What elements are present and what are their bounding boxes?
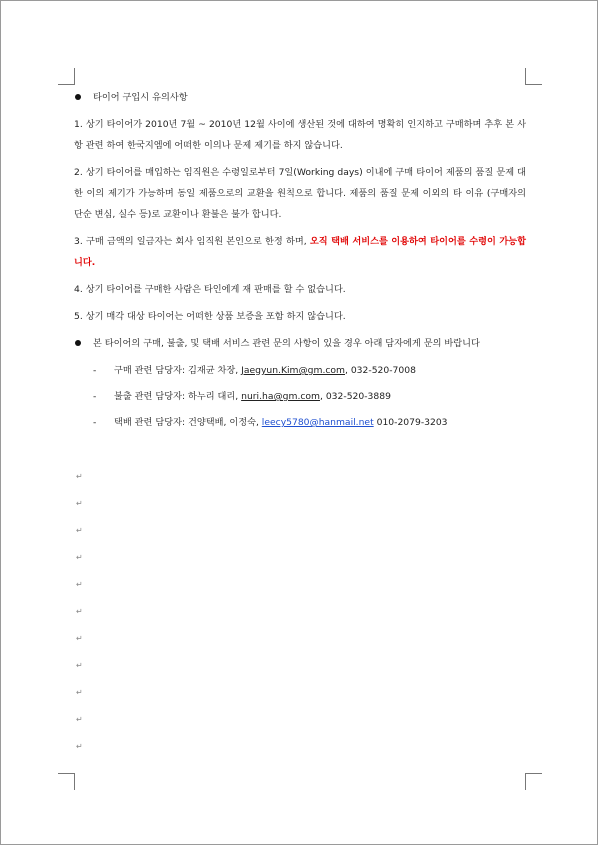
paragraph-mark-icon: ↵ [76,688,83,697]
item-4: 4. 상기 타이어를 구매한 사람은 타인에게 재 판매를 할 수 없습니다. [74,284,346,295]
item-1-text: 상기 타이어가 2010년 7월 ~ 2010년 12월 사이에 생산된 것에 대하여 명확히 인지하고 구매하며 추후 본 사항 관련 하여 한국지엠에 어떠한 이의나 문제 제기를 하지 않습니다. [74,119,526,151]
bullet-icon [75,340,81,346]
crop-mark-bottom-right [525,773,542,790]
paragraph-mark-icon: ↵ [76,580,83,589]
empty-paragraph-marks [76,472,83,769]
paragraph-mark-icon: ↵ [76,553,83,562]
paragraph-mark-icon: ↵ [76,607,83,616]
paragraph-mark-icon: ↵ [76,715,83,724]
heading-bullet [74,87,526,108]
paragraph-mark-icon: ↵ [76,499,83,508]
paragraph-mark-icon: ↵ [76,634,83,643]
heading-text: 타이어 구입시 유의사항 [93,92,188,103]
item-3: 3. 구매 금액의 일금자는 회사 임직원 본인으로 한정 하며, 오직 택배 서비스를 이용하여 타이어를 수령이 가능합니다. [74,236,527,268]
contact-release: - 불출 관련 담당자: 하누리 대리, nuri.ha@gm.com, 032-520-3889 [93,391,391,402]
notice-bullet [74,333,526,354]
item-2: 2. 상기 타이어를 매입하는 임직원은 수령일로부터 7일(Working days) 이내에 구매 타이어 제품의 품질 문제 대한 이의 제기가 가능하며 동일 제품으로의 교환을 원칙으로 합니다. 제품의 품질 문제 이외의 타 이유 (구매자의 단순 변심, 실수 등)로 교환이나 환불은 불가 합니다. [74,167,527,220]
notice-text: 본 타이어의 구매, 불출, 및 택배 서비스 관련 문의 사항이 있을 경우 아래 담자에게 문의 바랍니다 [93,338,480,349]
paragraph-mark-icon: ↵ [76,742,83,751]
contact-email-link[interactable]: Jaegyun.Kim@gm.com [241,365,345,376]
contact-email-link[interactable]: leecy5780@hanmail.net [261,417,374,428]
bullet-icon [75,94,81,100]
crop-mark-bottom-left [58,773,75,790]
crop-mark-top-left [58,68,75,85]
document-body[interactable] [74,87,526,436]
item-3-red-text: 오직 택배 서비스를 이용하여 타이어를 수령이 가능합니다. [74,236,527,268]
paragraph-mark-icon: ↵ [76,472,83,481]
contact-email-link[interactable]: nuri.ha@gm.com [241,391,320,402]
item-2-text: 상기 타이어를 매입하는 임직원은 수령일로부터 7일(Working days) 이내에 구매 타이어 제품의 품질 문제 대한 이의 제기가 가능하며 동일 제품으로의 교환을 원칙으로 합니다. 제품의 품질 문제 이외의 타 이유 (구매자의 단순 변심, 실수 등)로 교환이나 환불은 불가 합니다. [74,167,527,220]
contact-purchase: - 구매 관련 담당자: 김재균 차장, Jaegyun.Kim@gm.com, 032-520-7008 [93,365,416,376]
crop-mark-top-right [525,68,542,85]
contact-delivery: - 택배 관련 담당자: 건양택배, 이정숙, leecy5780@hanmail.net 010-2079-3203 [93,417,448,428]
item-1: 1. 상기 타이어가 2010년 7월 ~ 2010년 12월 사이에 생산된 것에 대하여 명확히 인지하고 구매하며 추후 본 사항 관련 하여 한국지엠에 어떠한 이의나 문제 제기를 하지 않습니다. [74,119,526,151]
paragraph-mark-icon: ↵ [76,661,83,670]
item-3-text: 구매 금액의 일금자는 회사 임직원 본인으로 한정 하며, [86,236,307,247]
item-5-text: 상기 매각 대상 타이어는 어떠한 상품 보증을 포함 하지 않습니다. [85,311,346,322]
paragraph-mark-icon: ↵ [76,526,83,535]
item-4-text: 상기 타이어를 구매한 사람은 타인에게 재 판매를 할 수 없습니다. [85,284,346,295]
item-5: 5. 상기 매각 대상 타이어는 어떠한 상품 보증을 포함 하지 않습니다. [74,311,346,322]
